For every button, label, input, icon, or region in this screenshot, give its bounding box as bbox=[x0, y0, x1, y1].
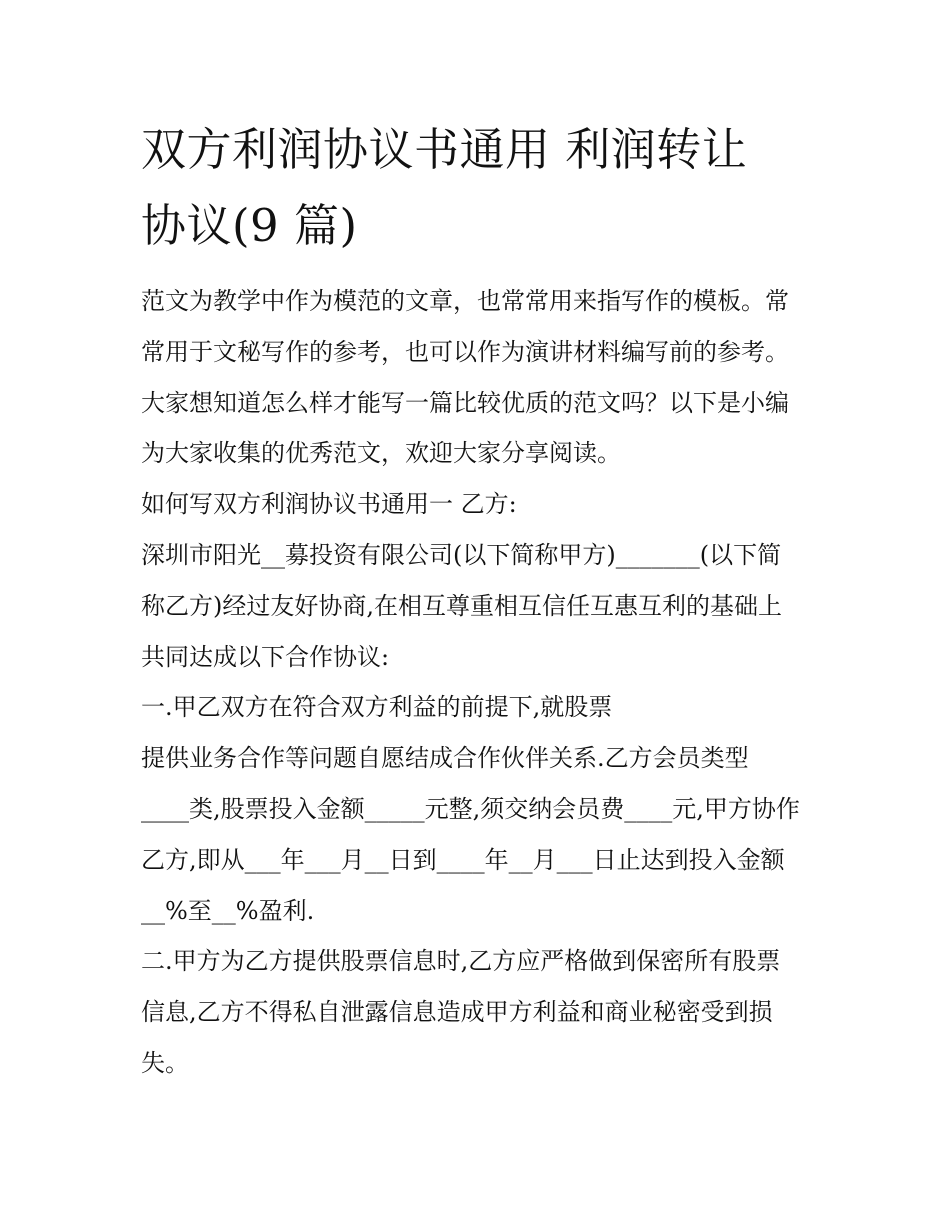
body-line: 常用于文秘写作的参考，也可以作为演讲材料编写前的参考。 bbox=[141, 337, 789, 366]
body-line: ____类,股票投入金额_____元整,须交纳会员费____元,甲方协作 bbox=[141, 794, 800, 823]
body-line: 深圳市阳光__募投资有限公司(以下简称甲方)_______(以下简 bbox=[141, 540, 782, 569]
body-line: 提供业务合作等问题自愿结成合作伙伴关系.乙方会员类型 bbox=[141, 744, 749, 773]
body-line: __%至__%盈利. bbox=[141, 896, 315, 925]
body-line: 信息,乙方不得私自泄露信息造成甲方利益和商业秘密受到损 bbox=[141, 998, 773, 1027]
document-title bbox=[141, 112, 821, 264]
title-line-2: 协议(9 篇) bbox=[141, 199, 358, 252]
body-line: 为大家收集的优秀范文，欢迎大家分享阅读。 bbox=[141, 439, 621, 468]
body-line: 大家想知道怎么样才能写一篇比较优质的范文吗？以下是小编 bbox=[141, 388, 789, 417]
section-heading-line: 如何写双方利润协议书通用一 乙方: bbox=[141, 490, 517, 519]
body-line: 称乙方)经过友好协商,在相互尊重相互信任互惠互利的基础上 bbox=[141, 591, 782, 620]
body-line: 失。 bbox=[141, 1048, 189, 1077]
clause-line: 一.甲乙双方在符合双方利益的前提下,就股票 bbox=[141, 693, 613, 722]
body-line: 范文为教学中作为模范的文章，也常常用来指写作的模板。常 bbox=[141, 287, 789, 315]
title-line-1: 双方利润协议书通用 利润转让 bbox=[141, 123, 748, 176]
body-line: 乙方,即从___年___月__日到____年__月___日止达到投入金额 bbox=[141, 845, 785, 874]
document-body bbox=[141, 276, 821, 1089]
clause-line: 二.甲方为乙方提供股票信息时,乙方应严格做到保密所有股票 bbox=[141, 947, 781, 976]
body-line: 共同达成以下合作协议: bbox=[141, 642, 390, 671]
